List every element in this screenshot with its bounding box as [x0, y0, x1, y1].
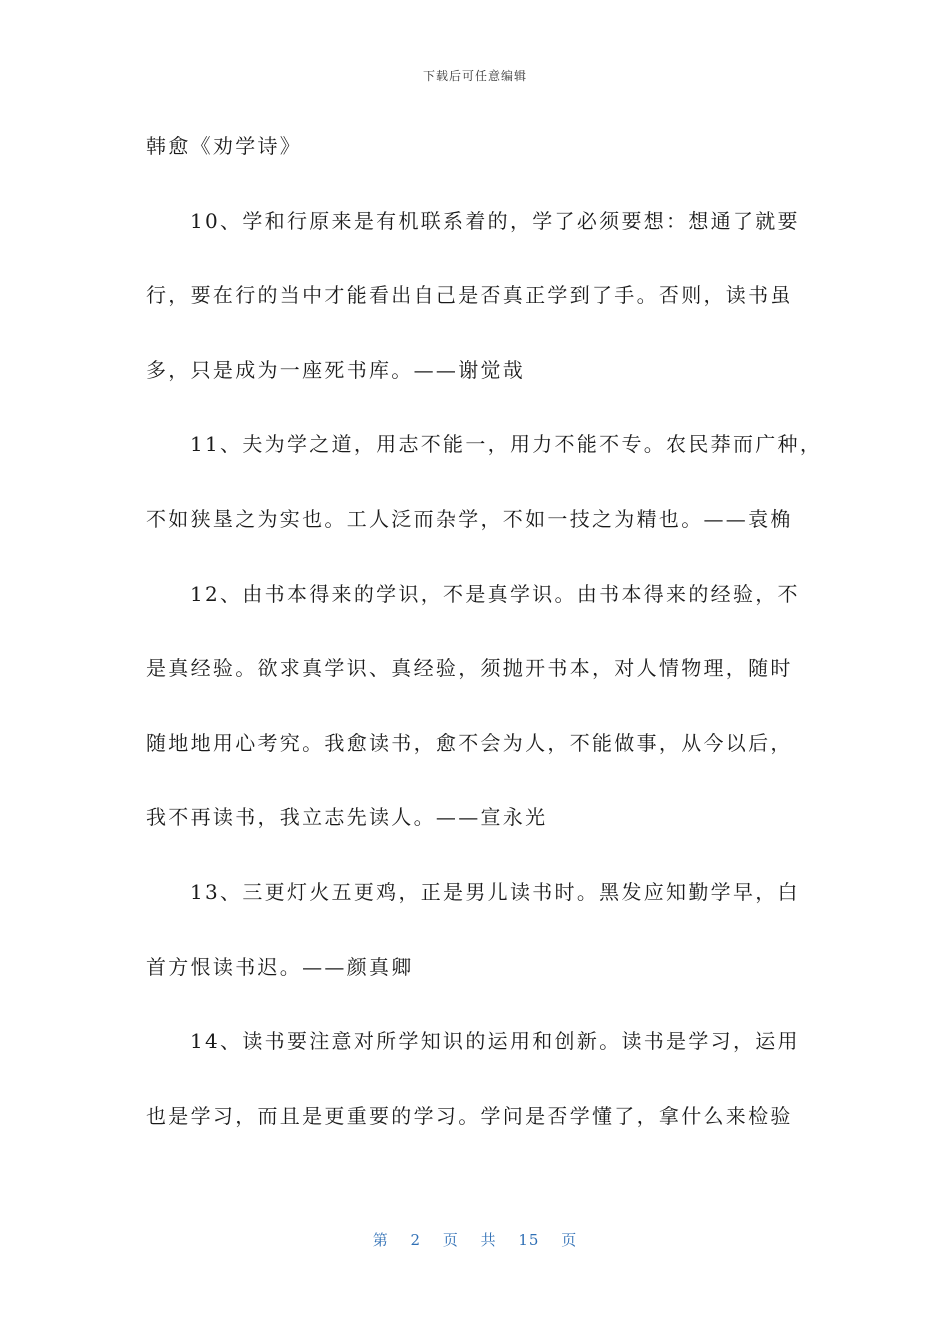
- text-line-9: 随地地用心考究。我愈读书，愈不会为人，不能做事，从今以后，: [146, 730, 793, 755]
- footer-middle: 页 共: [442, 1231, 497, 1249]
- footer-current-page: 2: [410, 1231, 422, 1249]
- footer-total-pages: 15: [518, 1231, 540, 1249]
- document-body: [146, 128, 823, 1172]
- page-header: 下载后可任意编辑: [422, 69, 527, 83]
- text-line-6: 不如狭垦之为实也。工人泛而杂学，不如一技之为精也。——袁桷: [146, 506, 793, 531]
- text-line-1: 韩愈《劝学诗》: [146, 134, 303, 158]
- text-line-12: 首方恨读书迟。——颜真卿: [146, 954, 414, 979]
- footer-suffix: 页: [561, 1231, 578, 1249]
- page-footer: [0, 1229, 950, 1250]
- text-line-11: 13、三更灯火五更鸡，正是男儿读书时。黑发应知勤学早，白: [190, 879, 800, 904]
- text-line-3: 行，要在行的当中才能看出自己是否真正学到了手。否则，读书虽: [146, 283, 793, 308]
- text-line-5: 11、夫为学之道，用志不能一，用力不能不专。农民莽而广种，: [190, 432, 823, 457]
- text-line-13: 14、读书要注意对所学知识的运用和创新。读书是学习，运用: [190, 1029, 800, 1054]
- footer-prefix: 第: [372, 1231, 389, 1249]
- text-line-2: 10、学和行原来是有机联系着的，学了必须要想：想通了就要: [190, 208, 800, 233]
- text-line-8: 是真经验。欲求真学识、真经验，须抛开书本，对人情物理，随时: [146, 656, 793, 681]
- text-line-10: 我不再读书，我立志先读人。——宣永光: [146, 805, 548, 830]
- text-line-14: 也是学习，而且是更重要的学习。学问是否学懂了，拿什么来检验: [146, 1103, 793, 1128]
- text-line-4: 多，只是成为一座死书库。——谢觉哉: [146, 357, 526, 382]
- text-line-7: 12、由书本得来的学识，不是真学识。由书本得来的经验，不: [190, 581, 800, 606]
